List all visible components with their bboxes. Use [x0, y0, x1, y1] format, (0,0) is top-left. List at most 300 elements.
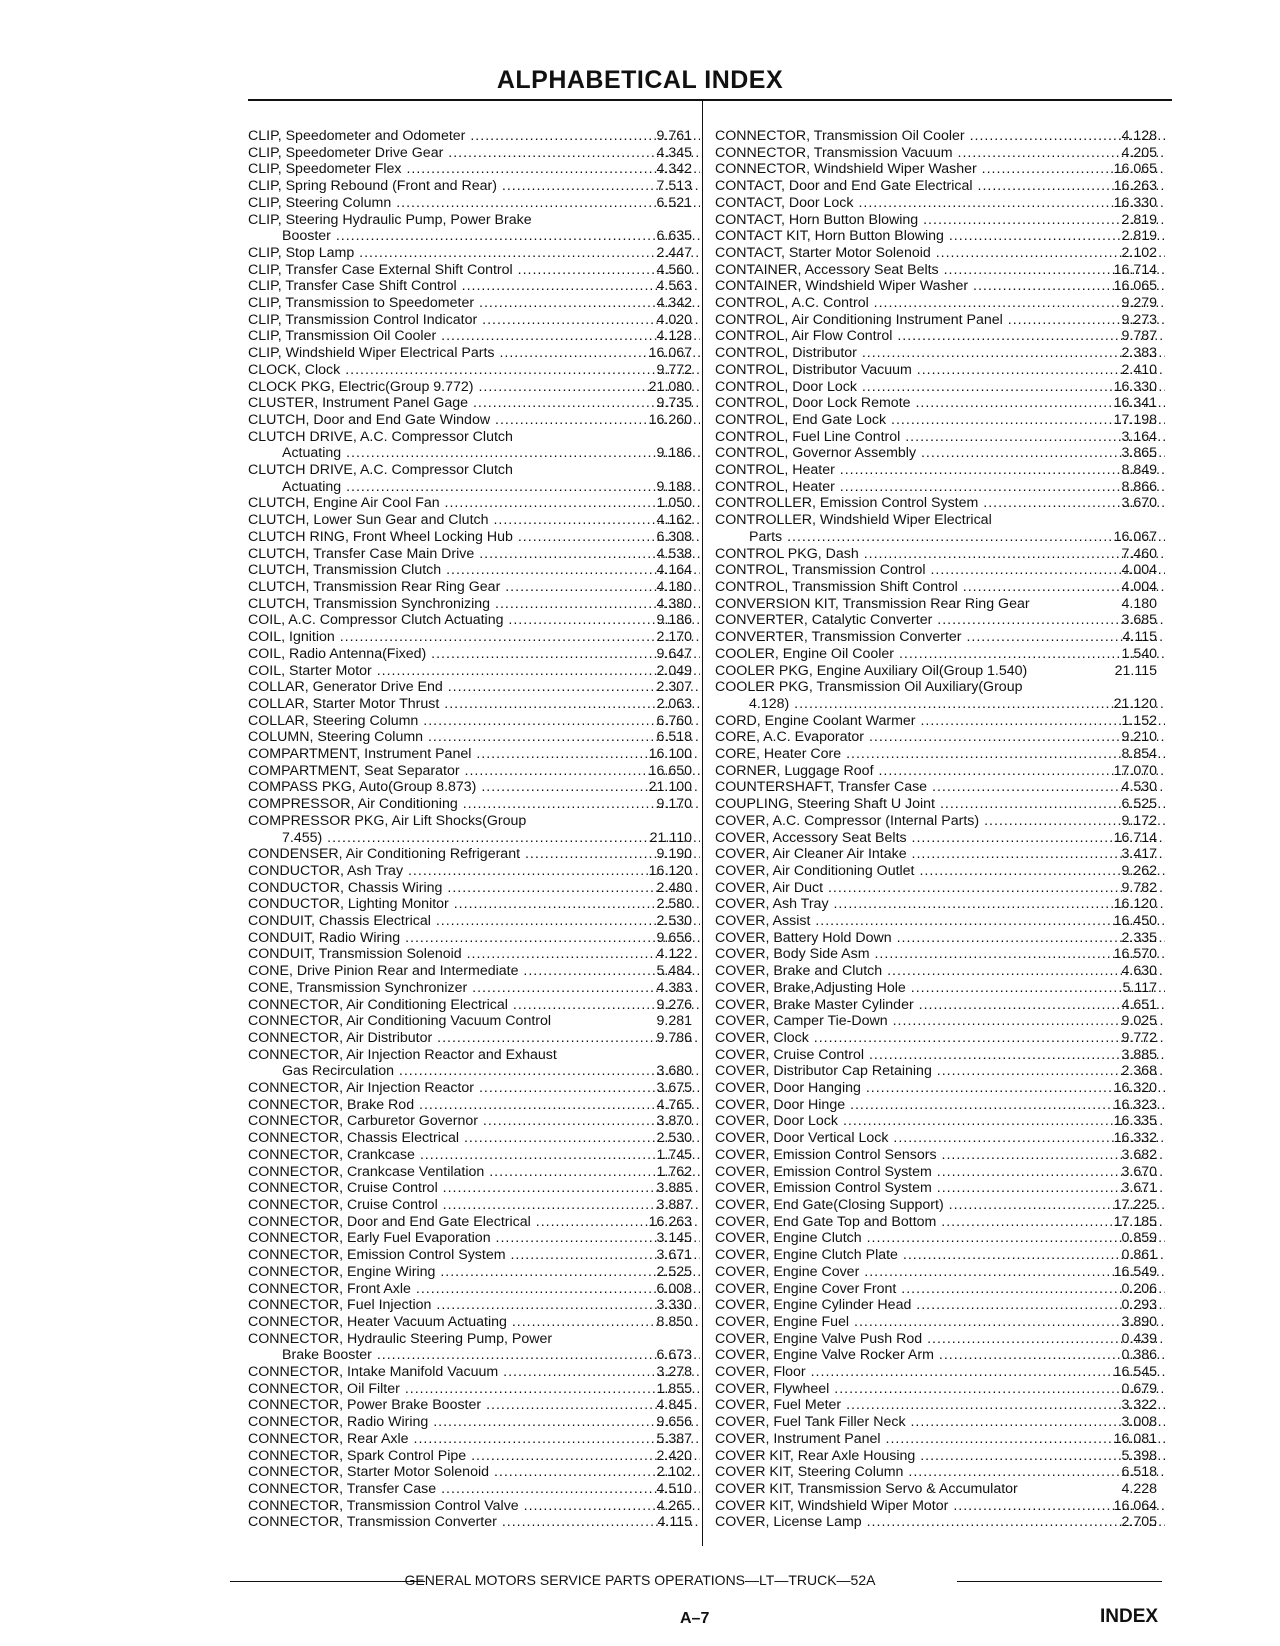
entry-name: COVER, Instrument Panel ..... — [715, 1431, 1165, 1448]
entry-name: CLUTCH DRIVE, A.C. Compressor Clutch — [248, 462, 513, 479]
index-entry — [248, 846, 700, 863]
entry-page-number: 2.580 — [656, 896, 692, 913]
entry-page-number: 16.120 — [648, 862, 692, 879]
entry-page-number: 9.787 — [1121, 328, 1157, 345]
entry-name: COVER, Flywheel ..... — [715, 1381, 1165, 1398]
entry-page-number: 16.341 — [1113, 395, 1157, 412]
entry-name: COVER KIT, Windshield Wiper Motor ..... — [715, 1498, 1165, 1515]
entry-name: CONNECTOR, Crankcase ..... — [248, 1147, 700, 1164]
entry-name: CONVERTER, Transmission Converter ..... — [715, 629, 1165, 646]
entry-page-number: 4.164 — [656, 562, 692, 579]
entry-page-number: 3.865 — [1121, 445, 1157, 462]
index-entry — [715, 245, 1165, 262]
index-entry — [715, 1397, 1165, 1414]
entry-page-number: 2.705 — [1121, 1514, 1157, 1531]
index-entry — [715, 145, 1165, 162]
entry-name: CLIP, Steering Hydraulic Pump, Power Brake — [248, 211, 532, 228]
entry-name: CONDUIT, Chassis Electrical ..... — [248, 913, 700, 930]
entry-name: COVER, End Gate(Closing Support) ..... — [715, 1197, 1165, 1214]
index-entry — [715, 1314, 1165, 1331]
entry-name: CLIP, Speedometer and Odometer ..... — [248, 128, 700, 145]
entry-page-number: 2.049 — [656, 662, 692, 679]
entry-page-number: 2.170 — [656, 629, 692, 646]
entry-name: CLIP, Spring Rebound (Front and Rear) ..... — [248, 178, 700, 195]
index-entry — [248, 1247, 700, 1264]
entry-continuation: 4.128) ..... — [715, 696, 1165, 713]
entry-name: CORE, Heater Core ..... — [715, 746, 1165, 763]
entry-name: COVER, Air Duct ..... — [715, 880, 1165, 897]
entry-page-number: 16.320 — [1113, 1080, 1157, 1097]
entry-name: CLIP, Transmission Control Indicator ..... — [248, 312, 700, 329]
entry-name: CONNECTOR, Crankcase Ventilation ..... — [248, 1164, 700, 1181]
entry-name: COVER, Door Hinge ..... — [715, 1097, 1165, 1114]
entry-page-number: 16.263 — [648, 1213, 692, 1230]
entry-name: COVER, Engine Cover ..... — [715, 1264, 1165, 1281]
entry-page-number: 16.330 — [1113, 194, 1157, 211]
entry-continuation: 7.455) ..... — [248, 830, 700, 847]
entry-page-number: 9.735 — [656, 395, 692, 412]
entry-name: CLOCK, Clock ..... — [248, 362, 700, 379]
index-entry — [715, 779, 1165, 796]
entry-page-number: 0.293 — [1121, 1297, 1157, 1314]
entry-page-number: 16.260 — [648, 411, 692, 428]
index-entry — [715, 312, 1165, 329]
entry-page-number: 8.849 — [1121, 462, 1157, 479]
entry-page-number: 4.563 — [656, 278, 692, 295]
index-entry — [715, 963, 1165, 980]
index-entry — [248, 295, 700, 312]
entry-page-number: 16.570 — [1113, 946, 1157, 963]
index-entry — [248, 980, 700, 997]
index-entry — [248, 729, 700, 746]
entry-name: COVER, Emission Control System ..... — [715, 1164, 1165, 1181]
index-entry — [715, 1464, 1165, 1481]
entry-name: CONNECTOR, Air Injection Reactor ..... — [248, 1080, 700, 1097]
entry-name: CLIP, Transmission to Speedometer ..... — [248, 295, 700, 312]
index-entry — [248, 1113, 700, 1130]
entry-page-number: 2.102 — [1121, 244, 1157, 261]
index-entry — [715, 930, 1165, 947]
index-entry — [715, 846, 1165, 863]
index-entry — [715, 1013, 1165, 1030]
page-title: ALPHABETICAL INDEX — [496, 66, 784, 94]
entry-page-number: 16.714 — [1113, 261, 1157, 278]
index-entry — [715, 161, 1165, 178]
index-entry — [248, 429, 700, 462]
index-entry — [248, 997, 700, 1014]
index-entry — [248, 696, 700, 713]
index-entry — [715, 1080, 1165, 1097]
entry-name: CLUTCH DRIVE, A.C. Compressor Clutch — [248, 428, 513, 445]
index-entry — [248, 262, 700, 279]
entry-name: COIL, Ignition ..... — [248, 629, 700, 646]
title-rule — [248, 99, 1172, 101]
entry-name: CLUTCH, Door and End Gate Window ..... — [248, 412, 700, 429]
entry-page-number: 4.560 — [656, 261, 692, 278]
entry-page-number: 6.518 — [656, 729, 692, 746]
index-entry — [715, 228, 1165, 245]
entry-page-number: 4.180 — [656, 578, 692, 595]
index-entry — [248, 913, 700, 930]
entry-name: COVER, Fuel Meter ..... — [715, 1397, 1165, 1414]
entry-page-number: 9.210 — [1121, 729, 1157, 746]
entry-name: COVER, Brake Master Cylinder ..... — [715, 997, 1165, 1014]
entry-name: CONTROLLER, Windshield Wiper Electrical — [715, 512, 992, 529]
entry-name: COIL, Starter Motor ..... — [248, 663, 700, 680]
index-entry — [715, 913, 1165, 930]
entry-page-number: 16.714 — [1113, 829, 1157, 846]
index-entry — [715, 512, 1165, 545]
index-entry — [715, 713, 1165, 730]
entry-page-number: 0.439 — [1121, 1330, 1157, 1347]
entry-page-number: 17.185 — [1113, 1213, 1157, 1230]
index-entry — [248, 763, 700, 780]
index-entry — [715, 863, 1165, 880]
index-entry — [248, 1381, 700, 1398]
entry-page-number: 9.786 — [656, 1029, 692, 1046]
index-entry — [715, 1514, 1165, 1531]
index-entry — [248, 1230, 700, 1247]
index-entry — [248, 328, 700, 345]
entry-name: COVER, Door Hanging ..... — [715, 1080, 1165, 1097]
index-entry — [248, 579, 700, 596]
index-entry — [715, 128, 1165, 145]
entry-page-number: 0.206 — [1121, 1280, 1157, 1297]
entry-page-number: 16.335 — [1113, 1113, 1157, 1130]
index-entry — [248, 896, 700, 913]
entry-name: CONNECTOR, Transmission Vacuum ..... — [715, 145, 1165, 162]
entry-continuation: Brake Booster ..... — [248, 1347, 700, 1364]
entry-page-number: 1.540 — [1121, 645, 1157, 662]
index-entry — [715, 1414, 1165, 1431]
entry-name: COVER, Distributor Cap Retaining ..... — [715, 1063, 1165, 1080]
entry-name: CONNECTOR, Transmission Oil Cooler ..... — [715, 128, 1165, 145]
index-column-left — [248, 128, 700, 1531]
index-entry — [248, 612, 700, 629]
entry-page-number: 16.100 — [648, 746, 692, 763]
entry-page-number: 6.525 — [1121, 796, 1157, 813]
entry-page-number: 0.679 — [1121, 1380, 1157, 1397]
index-entry — [715, 663, 1165, 680]
entry-page-number: 4.630 — [1121, 963, 1157, 980]
index-entry — [248, 1431, 700, 1448]
entry-name: COVER, Engine Valve Rocker Arm ..... — [715, 1347, 1165, 1364]
page-number: A–7 — [680, 1610, 710, 1627]
index-entry — [715, 1364, 1165, 1381]
entry-name: CONTACT, Starter Motor Solenoid ..... — [715, 245, 1165, 262]
entry-page-number: 2.420 — [656, 1447, 692, 1464]
entry-page-number: 4.342 — [656, 295, 692, 312]
entry-name: CONTROL, End Gate Lock ..... — [715, 412, 1165, 429]
index-entry — [715, 462, 1165, 479]
index-entry — [248, 1047, 700, 1080]
entry-page-number: 3.887 — [656, 1197, 692, 1213]
entry-name: CONNECTOR, Early Fuel Evaporation ..... — [248, 1230, 700, 1247]
entry-name: CORD, Engine Coolant Warmer ..... — [715, 713, 1165, 730]
entry-name: COVER, Camper Tie-Down ..... — [715, 1013, 1165, 1030]
index-entry — [248, 512, 700, 529]
index-entry — [715, 479, 1165, 496]
entry-page-number: 7.460 — [1121, 545, 1157, 562]
entry-name: CONTROLLER, Emission Control System ..... — [715, 495, 1165, 512]
entry-page-number: 9.273 — [1121, 311, 1157, 328]
index-entry — [248, 930, 700, 947]
index-entry — [248, 596, 700, 613]
entry-name: COLLAR, Steering Column ..... — [248, 713, 700, 730]
entry-name: COUPLING, Steering Shaft U Joint ..... — [715, 796, 1165, 813]
entry-page-number: 5.117 — [1122, 979, 1157, 996]
entry-name: CONNECTOR, Cruise Control ..... — [248, 1180, 700, 1197]
entry-page-number: 3.682 — [1121, 1146, 1157, 1163]
entry-name: CORNER, Luggage Roof ..... — [715, 763, 1165, 780]
entry-name: CONTACT, Door and End Gate Electrical ..... — [715, 178, 1165, 195]
entry-page-number: 6.760 — [656, 712, 692, 729]
index-entry — [248, 178, 700, 195]
entry-page-number: 4.115 — [657, 1514, 692, 1531]
entry-page-number: 3.885 — [656, 1180, 692, 1197]
entry-name: COVER, Body Side Asm ..... — [715, 946, 1165, 963]
entry-page-number: 16.067 — [648, 345, 692, 362]
entry-page-number: 5.387 — [656, 1430, 692, 1447]
entry-name: CLUTCH, Engine Air Cool Fan ..... — [248, 495, 700, 512]
entry-page-number: 2.525 — [656, 1263, 692, 1280]
entry-name: CONNECTOR, Transmission Control Valve ..... — [248, 1498, 700, 1515]
entry-name: CONNECTOR, Oil Filter ..... — [248, 1381, 700, 1398]
entry-page-number: 4.162 — [656, 512, 692, 529]
entry-name: COVER KIT, Rear Axle Housing ..... — [715, 1448, 1165, 1465]
entry-page-number: 3.870 — [656, 1113, 692, 1130]
index-entry — [715, 729, 1165, 746]
entry-page-number: 4.530 — [1121, 779, 1157, 796]
index-entry — [715, 429, 1165, 446]
index-entry — [715, 1164, 1165, 1181]
entry-page-number: 4.538 — [656, 545, 692, 562]
index-entry — [248, 1130, 700, 1147]
index-entry — [248, 412, 700, 429]
entry-page-number: 4.004 — [1121, 562, 1157, 579]
entry-name: CLIP, Transfer Case Shift Control ..... — [248, 278, 700, 295]
entry-name: COVER, Brake and Clutch ..... — [715, 963, 1165, 980]
entry-page-number: 8.850 — [656, 1313, 692, 1330]
entry-name: CONTROL, Transmission Shift Control ..... — [715, 579, 1165, 596]
entry-name: CLIP, Transmission Oil Cooler ..... — [248, 328, 700, 345]
entry-page-number: 2.480 — [656, 879, 692, 896]
entry-name: CONNECTOR, Carburetor Governor ..... — [248, 1113, 700, 1130]
entry-name: CONNECTOR, Transfer Case ..... — [248, 1481, 700, 1498]
index-entry — [248, 1180, 700, 1197]
index-entry — [248, 562, 700, 579]
entry-name: CLUTCH, Transfer Case Main Drive ..... — [248, 546, 700, 563]
entry-page-number: 4.845 — [656, 1397, 692, 1414]
index-entry — [715, 1197, 1165, 1214]
entry-page-number: 2.383 — [1121, 345, 1157, 362]
index-entry — [248, 1164, 700, 1181]
entry-page-number: 6.673 — [656, 1347, 692, 1364]
entry-page-number: 3.330 — [656, 1297, 692, 1314]
entry-page-number: 21.110 — [649, 829, 692, 846]
index-entry — [248, 946, 700, 963]
entry-name: COIL, A.C. Compressor Clutch Actuating ..... — [248, 612, 700, 629]
entry-page-number: 3.164 — [1121, 428, 1157, 445]
entry-page-number: 0.859 — [1121, 1230, 1157, 1247]
index-entry — [248, 1147, 700, 1164]
entry-page-number: 3.417 — [1121, 846, 1157, 863]
entry-page-number: 9.647 — [656, 645, 692, 662]
index-entry — [715, 1214, 1165, 1231]
index-entry — [248, 1514, 700, 1531]
footer-rule-right — [957, 1581, 1162, 1582]
entry-name: CONNECTOR, Windshield Wiper Washer ..... — [715, 161, 1165, 178]
entry-page-number: 6.008 — [656, 1280, 692, 1297]
index-entry — [715, 1063, 1165, 1080]
index-entry — [248, 779, 700, 796]
entry-page-number: 16.332 — [1113, 1130, 1157, 1147]
index-entry — [715, 1230, 1165, 1247]
entry-page-number: 2.530 — [656, 1130, 692, 1147]
index-entry — [715, 445, 1165, 462]
entry-page-number: 17.225 — [1113, 1197, 1157, 1213]
entry-name: CLIP, Speedometer Drive Gear ..... — [248, 145, 700, 162]
index-entry — [715, 362, 1165, 379]
entry-name: CLIP, Speedometer Flex ..... — [248, 161, 700, 178]
index-entry — [715, 1047, 1165, 1064]
index-entry — [248, 746, 700, 763]
index-entry — [715, 1180, 1165, 1197]
entry-page-number: 2.307 — [656, 679, 692, 696]
index-entry — [248, 379, 700, 396]
index-entry — [715, 328, 1165, 345]
entry-continuation: Actuating ..... — [248, 445, 700, 462]
index-entry — [715, 1498, 1165, 1515]
entry-page-number: 16.065 — [1113, 278, 1157, 295]
entry-page-number: 9.025 — [1121, 1013, 1157, 1030]
index-entry — [715, 1130, 1165, 1147]
entry-name: COMPRESSOR, Air Conditioning ..... — [248, 796, 700, 813]
index-entry — [248, 1264, 700, 1281]
index-entry — [715, 746, 1165, 763]
index-entry — [715, 1247, 1165, 1264]
entry-name: COVER, Battery Hold Down ..... — [715, 930, 1165, 947]
index-entry — [248, 462, 700, 495]
entry-page-number: 9.188 — [656, 478, 692, 495]
entry-page-number: 9.262 — [1121, 862, 1157, 879]
entry-name: COVER, Emission Control System ..... — [715, 1180, 1165, 1197]
entry-name: COVER, End Gate Top and Bottom ..... — [715, 1214, 1165, 1231]
entry-page-number: 4.265 — [656, 1497, 692, 1514]
index-entry — [715, 262, 1165, 279]
index-entry — [715, 412, 1165, 429]
entry-page-number: 9.170 — [656, 796, 692, 813]
entry-name: CONTROL, Transmission Control ..... — [715, 562, 1165, 579]
entry-page-number: 5.484 — [656, 963, 692, 980]
entry-page-number: 3.680 — [656, 1063, 692, 1080]
index-entry — [715, 813, 1165, 830]
entry-page-number: 9.782 — [1121, 879, 1157, 896]
index-entry — [715, 1264, 1165, 1281]
index-entry — [248, 145, 700, 162]
entry-page-number: 3.885 — [1121, 1046, 1157, 1063]
index-entry — [715, 562, 1165, 579]
index-entry — [715, 546, 1165, 563]
entry-name: COVER, Cruise Control ..... — [715, 1047, 1165, 1064]
index-entry — [715, 1147, 1165, 1164]
entry-name: COVER, Door Lock ..... — [715, 1113, 1165, 1130]
entry-name: CONVERTER, Catalytic Converter ..... — [715, 612, 1165, 629]
index-entry — [248, 963, 700, 980]
entry-name: CONNECTOR, Starter Motor Solenoid ..... — [248, 1464, 700, 1481]
index-entry — [248, 1030, 700, 1047]
entry-name: COLLAR, Starter Motor Thrust ..... — [248, 696, 700, 713]
index-entry — [248, 212, 700, 245]
entry-page-number: 9.761 — [656, 128, 692, 144]
index-entry — [715, 997, 1165, 1014]
entry-name: COOLER PKG, Engine Auxiliary Oil(Group 1.540) — [715, 662, 1028, 679]
entry-page-number: 3.145 — [656, 1230, 692, 1247]
entry-page-number: 3.670 — [1121, 1163, 1157, 1180]
entry-continuation: Gas Recirculation ..... — [248, 1063, 700, 1080]
entry-name: CONNECTOR, Front Axle ..... — [248, 1281, 700, 1298]
entry-page-number: 16.549 — [1113, 1263, 1157, 1280]
entry-page-number: 9.656 — [656, 1414, 692, 1431]
entry-name: CONTACT, Door Lock ..... — [715, 195, 1165, 212]
index-entry — [248, 529, 700, 546]
index-entry — [248, 796, 700, 813]
index-entry — [715, 379, 1165, 396]
entry-name: CONNECTOR, Spark Control Pipe ..... — [248, 1448, 700, 1465]
entry-name: COMPARTMENT, Seat Separator ..... — [248, 763, 700, 780]
index-entry — [715, 495, 1165, 512]
entry-page-number: 9.772 — [656, 361, 692, 378]
entry-page-number: 4.342 — [656, 161, 692, 178]
index-entry — [248, 345, 700, 362]
entry-name: CONNECTOR, Rear Axle ..... — [248, 1431, 700, 1448]
entry-name: COLUMN, Steering Column ..... — [248, 729, 700, 746]
entry-page-number: 4.180 — [1121, 595, 1157, 612]
entry-name: CONTROL, Heater ..... — [715, 479, 1165, 496]
column-divider — [702, 101, 703, 1546]
entry-name: COVER, A.C. Compressor (Internal Parts) ..... — [715, 813, 1165, 830]
entry-page-number: 16.323 — [1113, 1096, 1157, 1113]
entry-page-number: 4.228 — [1121, 1480, 1157, 1497]
entry-continuation: Actuating ..... — [248, 479, 700, 496]
entry-page-number: 1.152 — [1121, 712, 1157, 729]
entry-name: CONTROL, Governor Assembly ..... — [715, 445, 1165, 462]
index-entry — [715, 395, 1165, 412]
entry-name: COUNTERSHAFT, Transfer Case ..... — [715, 779, 1165, 796]
entry-name: CONNECTOR, Hydraulic Steering Pump, Power — [248, 1330, 553, 1347]
index-entry — [248, 245, 700, 262]
entry-name: COVER, Air Cleaner Air Intake ..... — [715, 846, 1165, 863]
entry-page-number: 16.081 — [1113, 1430, 1157, 1447]
entry-name: CONDUCTOR, Ash Tray ..... — [248, 863, 700, 880]
entry-page-number: 16.064 — [1113, 1497, 1157, 1514]
entry-page-number: 2.819 — [1121, 228, 1157, 245]
entry-page-number: 9.279 — [1121, 295, 1157, 312]
index-entry — [248, 679, 700, 696]
entry-name: CONNECTOR, Intake Manifold Vacuum ..... — [248, 1364, 700, 1381]
index-entry — [248, 1364, 700, 1381]
index-entry — [248, 813, 700, 846]
index-entry — [715, 1347, 1165, 1364]
entry-page-number: 4.383 — [656, 979, 692, 996]
index-entry — [248, 312, 700, 329]
entry-name: CONTROL, Air Flow Control ..... — [715, 328, 1165, 345]
entry-page-number: 9.186 — [656, 612, 692, 629]
entry-page-number: 1.745 — [656, 1146, 692, 1163]
entry-page-number: 9.281 — [656, 1013, 692, 1030]
index-entry — [715, 629, 1165, 646]
index-entry — [715, 278, 1165, 295]
